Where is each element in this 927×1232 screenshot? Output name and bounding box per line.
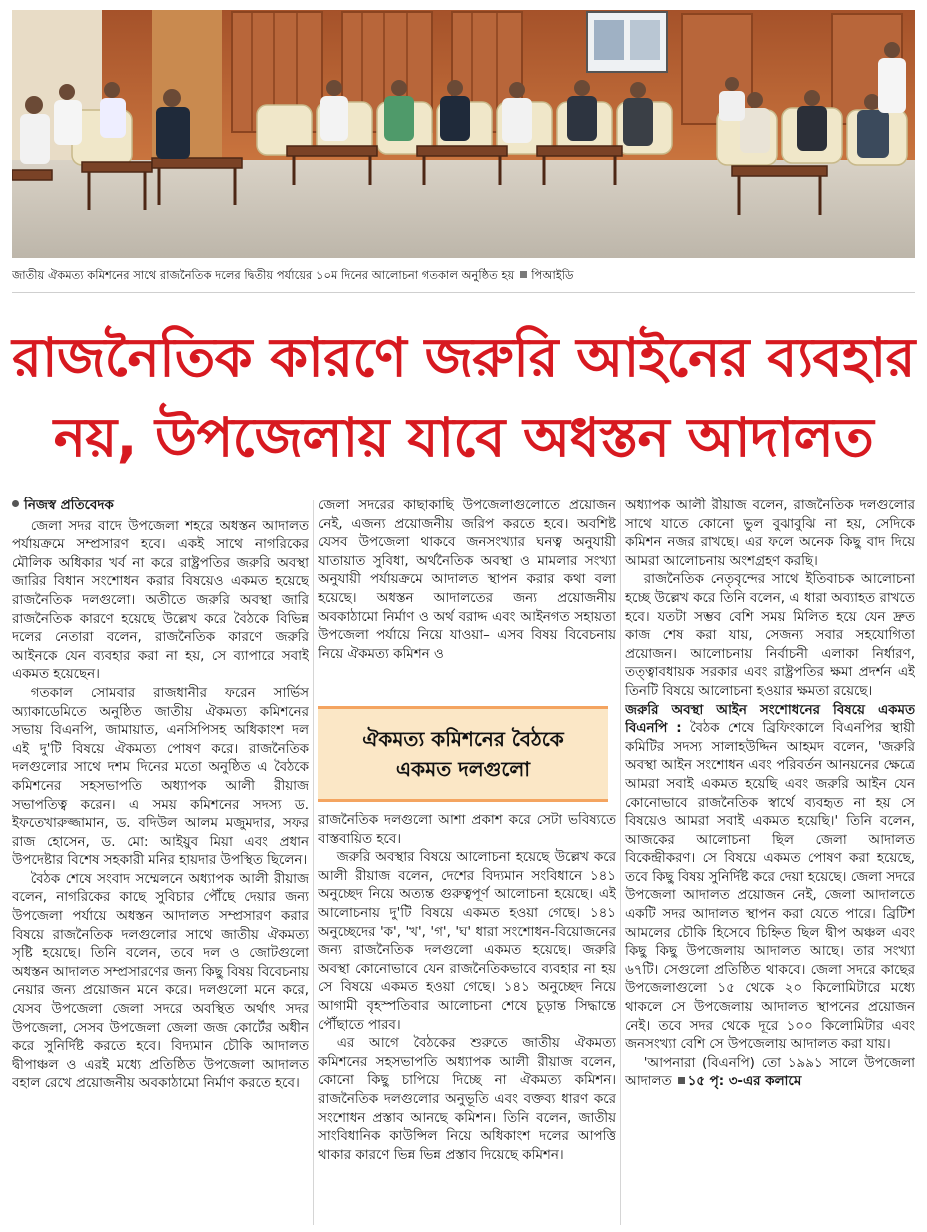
paragraph [625,1055,915,1092]
caption-text: জাতীয় ঐকমত্য কমিশনের সাথে রাজনৈতিক দলের দ্বিতীয় পর্যায়ের ১০ম দিনের আলোচনা গতকাল অনুষ্ঠিত হয় [12,268,515,282]
paragraph [625,702,915,1055]
pull-quote-text: ঐকমত্য কমিশনের বৈঠকে একমত দলগুলো [362,727,564,781]
headline-line-1: রাজনৈতিক কারণে জরুরি আইনের ব্যবহার [12,326,915,389]
square-bullet-icon [520,271,527,278]
bullet-icon [12,500,19,507]
article-column-1 [12,497,309,1227]
byline [12,497,309,516]
photo-meeting-scene-icon [12,10,915,258]
subheading: জরুরি অবস্থা আইন সংশোধনের বিষয়ে একমত বিএনপি : [625,702,915,737]
last-sentence: 'আপনারা (বিএনপি) তো ১৯৯১ সালে উপজেলা আদালত [625,1055,915,1090]
article-column-2-top [318,497,616,697]
column-divider [313,500,314,1225]
news-photo [12,10,915,258]
paragraph: এর আগে বৈঠকের শুরুতে জাতীয় ঐকমত্য কমিশনের সহসভাপতি অধ্যাপক আলী রীয়াজ বলেন, কোনো কিছু চাপিয়ে দিচ্ছে না ঐকমত্য কমিশন। রাজনৈতিক দলগুলোর অনুভূতি এবং বক্তব্য ধারণ করে সংশোধন প্রস্তাব আনছে কমিশন। তিনি বলেন, জাতীয় সাংবিধানিক কাউন্সিল নিয়ে অধিকাংশ দলের আপত্তি থাকার কারণে ভিন্ন ভিন্ন প্রস্তাব দিয়েছে কমিশন। [318,1036,616,1163]
byline-text: নিজস্ব প্রতিবেদক [24,498,114,513]
paragraph: জরুরি অবস্থার বিষয়ে আলোচনা হয়েছে উল্লেখ করে আলী রীয়াজ বলেন, দেশের বিদ্যমান সংবিধানে ১৪১ অনুচ্ছেদ নিয়ে অত্যন্ত গুরুত্বপূর্ণ আলোচনা হয়েছে। এই আলোচনায় দু'টি বিষয়ে একমত হওয়া গেছে। ১৪১ অনুচ্ছেদের 'ক', 'খ', 'গ', 'ঘ' ধারা সংশোধন-বিয়োজনের জন্য রাজনৈতিক দলগুলো একমত হয়েছে। জরুরি অবস্থা কোনোভাবে যেন রাজনৈতিকভাবে ব্যবহার না হয় সে বিষয়ে একমত হওয়া গেছে। ১৪১ অনুচ্ছেদ নিয়ে আগামী বৃহস্পতিবার আলোচনা শেষে চূড়ান্ত সিদ্ধান্তে পৌঁছাতে পারব। [318,850,616,1033]
headline-line-2: নয়, উপজেলায় যাবে অধস্তন আদালত [53,406,874,469]
paragraph: রাজনৈতিক দলগুলো আশা প্রকাশ করে সেটা ভবিষ্যতে বাস্তবায়িত হবে। [318,813,616,847]
paragraph: রাজনৈতিক নেতৃবৃন্দের সাথে ইতিবাচক আলোচনা হচ্ছে উল্লেখ করে তিনি বলেন, এ ধারা অব্যাহত রাখতে হবে। যতটা সম্ভব বেশি সময় মিলিত হয়ে যেন দ্রুত কাজ শেষ করা যায়, সেজন্য সবার সহযোগিতা প্রয়োজন। আলোচনায় নির্বাচনী এলাকা নির্ধারণ, তত্ত্বাবধায়ক সরকার এবং রাষ্ট্রপতির ক্ষমা প্রদর্শন এই তিনটি বিষয়ে আলোচনা হওয়ার ক্ষমতা রয়েছে। [625,572,915,699]
paragraph: জেলা সদর বাদে উপজেলা শহরে অধস্তন আদালত পর্যায়ক্রমে সম্প্রসারণ হবে। একই সাথে নাগরিকের মৌলিক অধিকার খর্ব না করে রাষ্ট্রপতির জরুরি অবস্থা জারির বিধান সংশোধন করার বিষয়েও একমত হয়েছে রাজনৈতিক দলগুলো। অতীতে জরুরি অবস্থা জারি রাজনৈতিক কারণে হয়েছে উল্লেখ করে বৈঠকে বিভিন্ন দলের নেতারা বলেন, রাজনৈতিক কারণে জরুরি আইনকে যেন ব্যবহার করা না হয়, সে ব্যাপারে সবাই একমত হয়েছেন। [12,518,309,683]
pull-quote [318,706,608,802]
continued-jump-link[interactable]: ১৫ পৃ: ৩-এর কলামে [687,1074,802,1090]
headline [12,318,915,478]
subheading-body: বৈঠক শেষে ব্রিফিংকালে বিএনপির স্থায়ী কমিটির সদস্য সালাহউদ্দিন আহমদ বলেন, 'জরুরি অবস্থা আইন সংশোধন এবং পরিবর্তন আনয়নের ক্ষেত্রে আমরা সবাই একমত হয়েছি এবং জরুরি আইন যেন কোনোভাবে রাজনৈতিক স্বার্থে ব্যবহৃত না হয় সে বিষয়েও আমরা সবাই একমত হয়েছি।' তিনি বলেন, আজকের আলোচনা ছিল জেলা আদালত বিকেন্দ্রীকরণ। সে বিষয়ে একমত পোষণ করা হয়েছে, তবে কিছু বিষয় সুনির্দিষ্ট করে দেয়া হয়েছে। জেলা সদরে উপজেলা আদালত প্রয়োজন নেই, জেলা আদালতে একটি সদর আদালত স্থাপন করা যেতে পারে। ব্রিটিশ আমলের চৌকি হিসেবে চিহ্নিত ছিল দ্বীপ অঞ্চল এবং কিছু কিছু উপজেলায় আদালত আছে। তার সংখ্যা ৬৭টি। সেগুলো প্রতিষ্ঠিত থাকবে। জেলা সদরে কাছের উপজেলাগুলো ১৫ থেকে ২০ কিলোমিটারে মধ্যে থাকলে সে উপজেলায় আদালত স্থাপনের প্রয়োজন নেই। তবে সদর থেকে দূরে ১০০ কিলোমিটার এবং জনসংখ্যা বেশি সে উপজেলায় আদালত করা যায়। [625,721,915,1053]
photo-credit: পিআইডি [531,268,574,282]
paragraph: গতকাল সোমবার রাজধানীর ফরেন সার্ভিস অ্যাকাডেমিতে অনুষ্ঠিত জাতীয় ঐকমত্য কমিশনের সভায় বিএনপি, জামায়াত, এনসিপিসহ অধিকাংশ দল এই দু'টি বিষয়ে ঐকমত্য পোষণ করে। রাজনৈতিক দলগুলোর সাথে দশম দিনের মতো অনুষ্ঠিত এ বৈঠকে কমিশনের সহসভাপতি অধ্যাপক আলী রীয়াজ সভাপতিত্ব করেন। এ সময় কমিশনের সদস্য ড. ইফতেখারুজ্জামান, ড. বদিউল আলম মজুমদার, সফর রাজ হোসেন, ড. মো: আইয়ুব মিয়া এবং প্রধান উপদেষ্টার বিশেষ সহকারী মনির হায়দার উপস্থিত ছিলেন। [12,685,309,869]
paragraph: জেলা সদরের কাছাকাছি উপজেলাগুলোতে প্রয়োজন নেই, এজন্য প্রয়োজনীয় জরিপ করতে হবে। অবশিষ্ট যেসব উপজেলা থাকবে জনসংখ্যার ঘনত্ব অনুযায়ী যাতায়াত সুবিধা, অর্থনৈতিক অবস্থা ও মামলার সংখ্যা অনুযায়ী পর্যায়ক্রমে আদালত স্থাপন করার কথা বলা হয়েছে। অধস্তন আদালতের জন্য প্রয়োজনীয় অবকাঠামো নির্মাণ ও অর্থ বরাদ্দ এবং আইনগত সহায়তা উপজেলা পর্যায়ে নিয়ে যাওয়া– এসব বিষয় বিবেচনায় নিয়ে ঐকমত্য কমিশন ও [318,498,616,662]
paragraph: অধ্যাপক আলী রীয়াজ বলেন, রাজনৈতিক দলগুলোর সাথে যাতে কোনো ভুল বুঝাবুঝি না হয়, সেদিকে কমিশন নজর রাখছে। এর ফলে অনেক কিছু বাদ দিয়ে আমরা আলোচনায় অংশগ্রহণ করছি। [625,498,915,569]
photo-caption [12,266,915,284]
square-bullet-icon [678,1077,685,1084]
paragraph: বৈঠক শেষে সংবাদ সম্মেলনে অধ্যাপক আলী রীয়াজ বলেন, নাগরিকের কাছে সুবিচার পৌঁছে দেয়ার জন্য উপজেলা পর্যায়ে অধস্তন আদালত সম্প্রসারণ করার বিষয়ে রাজনৈতিক দলগুলোর সাথে জাতীয় ঐকমত্য সৃষ্টি হয়েছে। তিনি বলেন, তবে দল ও জোটগুলো অধস্তন আদালত সম্প্রসারণের জন্য কিছু বিষয় বিবেচনায় নেয়ার জন্য প্রয়োজন মনে করে। দলগুলো মনে করে, যেসব উপজেলা জেলা সদরে অবস্থিত অর্থাৎ সদর উপজেলা, সেসব উপজেলা জেলা জজ কোর্টের অধীন করে সুনির্দিষ্ট করতে হবে। বিদ্যমান চৌকি আদালত দ্বীপাঞ্চল ও এরই মধ্যে প্রতিষ্ঠিত উপজেলা আদালত বহাল রেখে প্রয়োজনীয় অবকাঠামো নির্মাণ করতে হবে। [12,871,309,1092]
article-column-2-bottom [318,812,616,1227]
column-divider [620,500,621,1225]
caption-divider [12,292,915,293]
article-column-3 [625,497,915,1227]
